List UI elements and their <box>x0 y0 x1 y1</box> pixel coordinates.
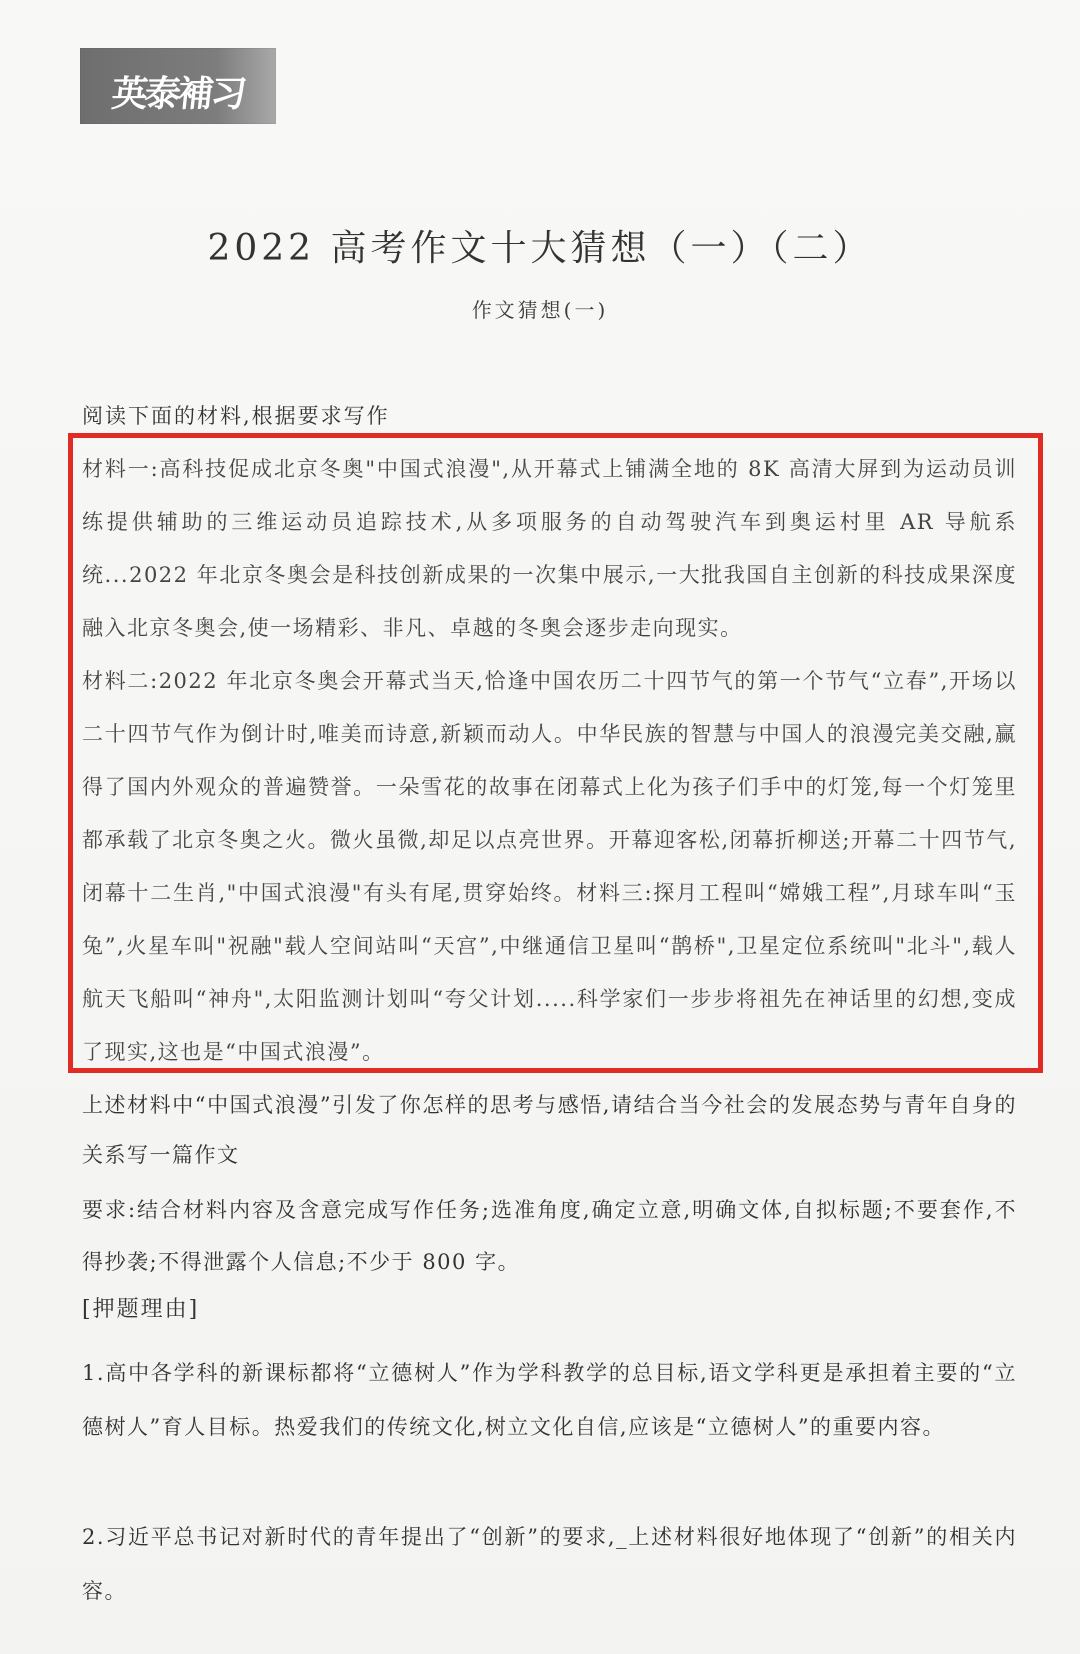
material-one-paragraph: 材料一:高科技促成北京冬奥"中国式浪漫",从开幕式上铺满全地的 8K 高清大屏到为运动员训练提供辅助的三维运动员追踪技术,从多项服务的自动驾驶汽车到奥运村里 AR 导航系统...2022 年北京冬奥会是科技创新成果的一次集中展示,一大批我国自主创新的科技成果深度融入北京冬奥会,使一场精彩、非凡、卓越的冬奥会逐步走向现实。 <box>82 457 1017 640</box>
document-title: 2022 高考作文十大猜想（一）（二） <box>207 228 873 269</box>
reason-section-label: [押题理由] <box>82 1297 200 1322</box>
writing-prompt: 上述材料中“中国式浪漫”引发了你怎样的思考与感悟,请结合当今社会的发展态势与青年自身的关系写一篇作文 <box>82 1093 1017 1167</box>
document-subtitle: 作文猜想(一) <box>471 298 609 322</box>
writing-requirements: 要求:结合材料内容及含意完成写作任务;选准角度,确定立意,明确文体,自拟标题;不要套作,不得抄袭;不得泄露个人信息;不少于 800 字。 <box>82 1198 1017 1274</box>
publisher-logo <box>80 48 276 124</box>
reason-one-paragraph: 1.高中各学科的新课标都将“立德树人”作为学科教学的总目标,语文学科更是承担着主要的“立德树人”育人目标。热爱我们的传统文化,树立文化自信,应该是“立德树人”的重要内容。 <box>82 1361 1017 1439</box>
material-two-three-paragraph: 材料二:2022 年北京冬奥会开幕式当天,恰逢中国农历二十四节气的第一个节气“立春”,开场以二十四节气作为倒计时,唯美而诗意,新颖而动人。中华民族的智慧与中国人的浪漫完美交融,赢得了国内外观众的普遍赞誉。一朵雪花的故事在闭幕式上化为孩子们手中的灯笼,每一个灯笼里都承载了北京冬奥之火。微火虽微,却足以点亮世界。开幕迎客松,闭幕折柳送;开幕二十四节气,闭幕十二生肖,"中国式浪漫"有头有尾,贯穿始终。材料三:探月工程叫“嫦娥工程”,月球车叫“玉兔”,火星车叫"祝融"载人空间站叫“天宫”,中继通信卫星叫“鹊桥",卫星定位系统叫"北斗",载人航天飞船叫“神舟",太阳监测计划叫“夸父计划.....科学家们一步步将祖先在神话里的幻想,变成了现实,这也是“中国式浪漫”。 <box>82 669 1017 1064</box>
reason-two-paragraph: 2.习近平总书记对新时代的青年提出了“创新”的要求,_上述材料很好地体现了“创新”的相关内容。 <box>82 1525 1017 1603</box>
writing-instruction: 阅读下面的材料,根据要求写作 <box>82 404 390 428</box>
logo-text: 英泰補习 <box>109 74 246 115</box>
